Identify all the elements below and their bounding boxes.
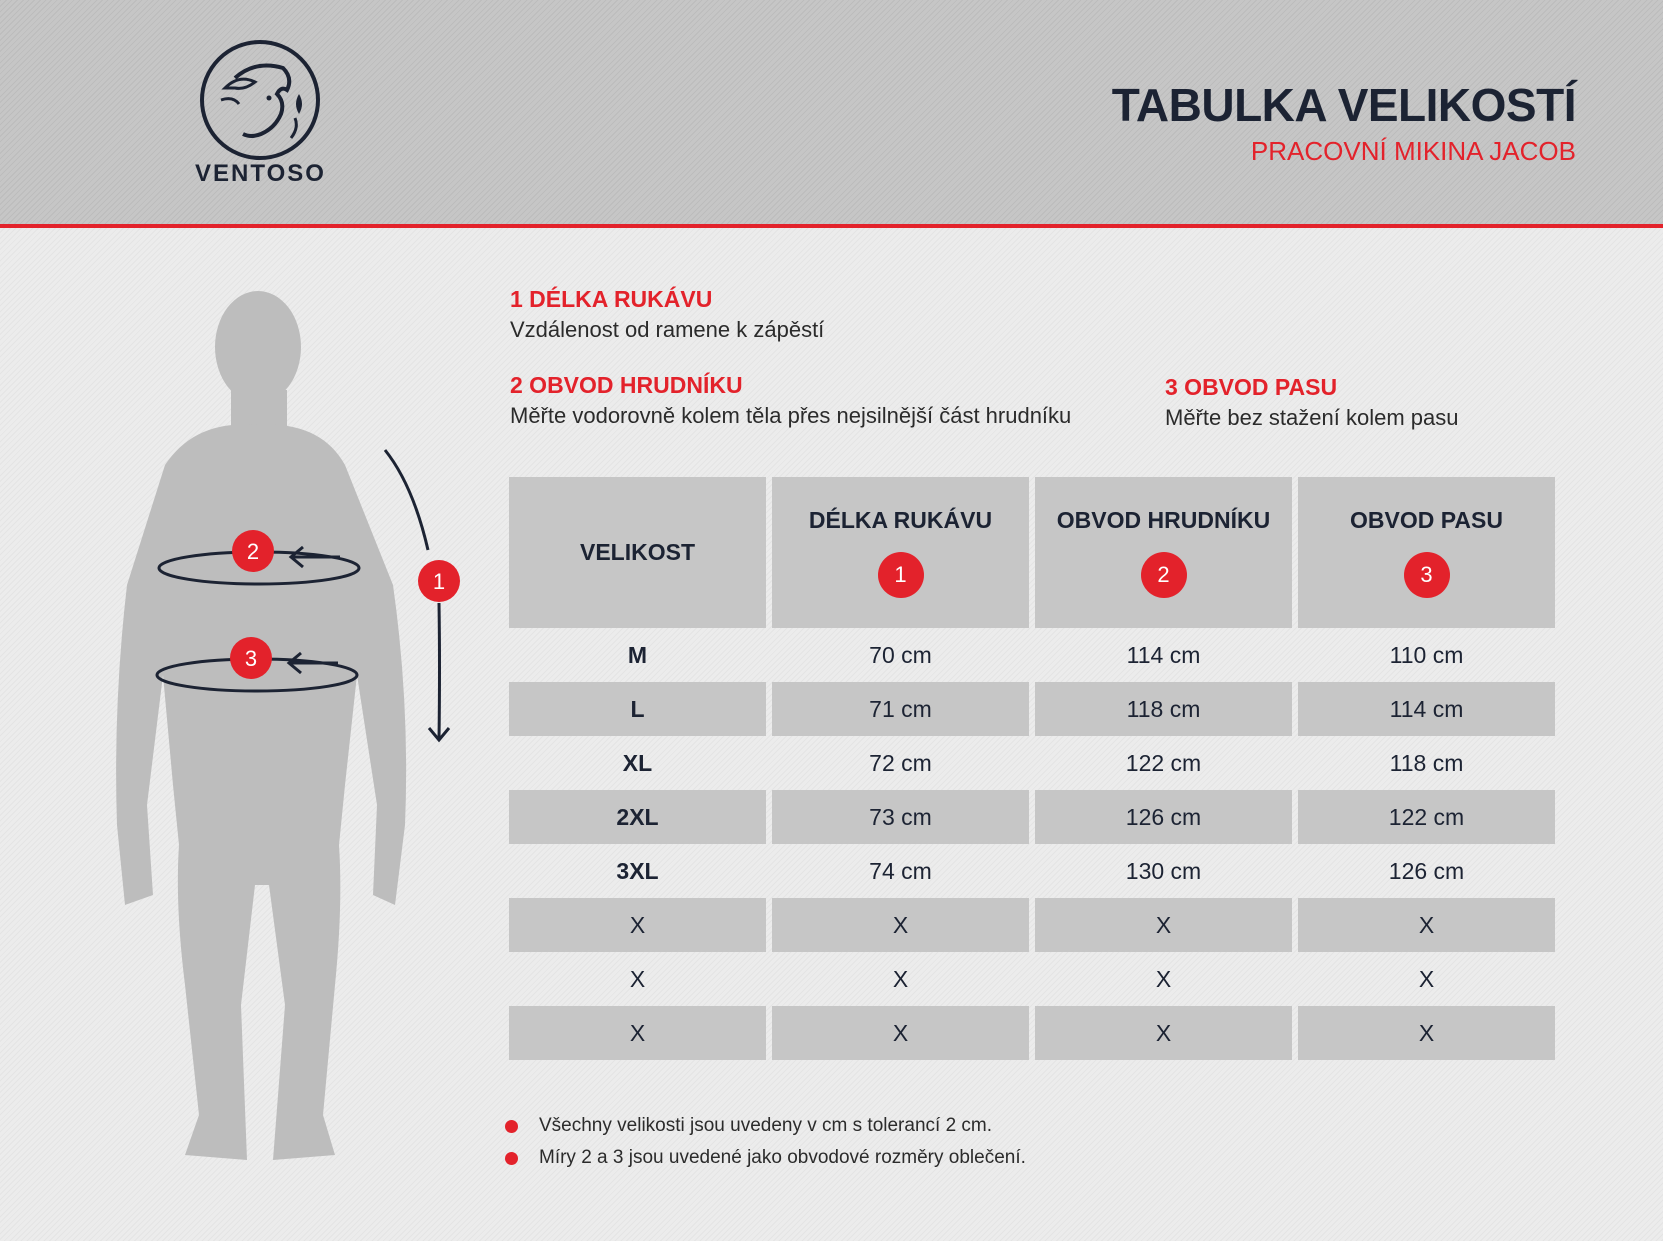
table-row bbox=[509, 736, 1555, 790]
cell-chest: 130 cm bbox=[1125, 857, 1202, 884]
table-header-row bbox=[509, 477, 1555, 628]
measurement-1-label: 1 DÉLKA RUKÁVU bbox=[510, 286, 713, 312]
measurement-3-description: Měřte bez stažení kolem pasu bbox=[1165, 405, 1459, 430]
cell-sleeve: 71 cm bbox=[772, 682, 1029, 736]
marker-1 bbox=[418, 560, 460, 602]
cell-sleeve: 70 cm bbox=[869, 641, 932, 668]
cell-waist: X bbox=[1298, 898, 1555, 952]
page-title: TABULKA VELIKOSTÍ bbox=[1111, 79, 1576, 131]
cell-waist: 122 cm bbox=[1298, 790, 1555, 844]
marker-1-label: 1 bbox=[432, 569, 446, 594]
marker-2 bbox=[232, 530, 274, 572]
cell-sleeve: X bbox=[772, 898, 1029, 952]
note-text: Všechny velikosti jsou uvedeny v cm s tolerancí 2 cm. bbox=[539, 1115, 993, 1136]
header-label: OBVOD HRUDNÍKU bbox=[1056, 507, 1271, 533]
table-row bbox=[509, 898, 1555, 952]
header-label: OBVOD PASU bbox=[1350, 507, 1503, 533]
header-obvod-pasu bbox=[1298, 477, 1555, 628]
brand-logo bbox=[195, 38, 325, 193]
header-obvod-hrudniku bbox=[1035, 477, 1292, 628]
cell-sleeve: X bbox=[772, 1006, 1029, 1060]
note-text: Míry 2 a 3 jsou uvedené jako obvodové rozměry oblečení. bbox=[539, 1147, 1026, 1168]
table-row bbox=[509, 1006, 1555, 1060]
table-row bbox=[509, 844, 1555, 898]
cell-chest: 114 cm bbox=[1126, 641, 1201, 668]
body-silhouette bbox=[95, 285, 475, 1205]
badge-1: 1 bbox=[878, 552, 924, 598]
cell-size: L bbox=[509, 682, 766, 736]
table-row bbox=[509, 628, 1555, 682]
cell-chest: X bbox=[1035, 898, 1292, 952]
cell-sleeve: 72 cm bbox=[869, 749, 932, 776]
cell-size: 2XL bbox=[509, 790, 766, 844]
header-velikost bbox=[509, 477, 766, 628]
cell-waist: 118 cm bbox=[1389, 749, 1464, 776]
cell-chest: X bbox=[1155, 965, 1172, 992]
cell-waist: 114 cm bbox=[1298, 682, 1555, 736]
cell-size: X bbox=[629, 965, 646, 992]
cell-chest: 118 cm bbox=[1035, 682, 1292, 736]
cell-size: X bbox=[509, 898, 766, 952]
list-item bbox=[505, 1145, 1026, 1177]
cell-size: M bbox=[627, 641, 648, 668]
measurement-1-description: Vzdálenost od ramene k zápěstí bbox=[510, 317, 825, 342]
cell-waist: X bbox=[1298, 1006, 1555, 1060]
cell-sleeve: 74 cm bbox=[869, 857, 932, 884]
table-row bbox=[509, 790, 1555, 844]
marker-3-label: 3 bbox=[244, 646, 258, 671]
measurement-3-label: 3 OBVOD PASU bbox=[1165, 374, 1338, 400]
badge-2: 2 bbox=[1141, 552, 1187, 598]
cell-chest: X bbox=[1035, 1006, 1292, 1060]
cell-chest: 122 cm bbox=[1125, 749, 1202, 776]
cell-size: XL bbox=[622, 749, 653, 776]
bullet-icon bbox=[505, 1120, 518, 1133]
header-delka-rukavu bbox=[772, 477, 1029, 628]
cell-size: 3XL bbox=[616, 857, 659, 884]
cell-sleeve: X bbox=[892, 965, 909, 992]
notes-list bbox=[505, 1113, 1026, 1177]
cell-waist: 126 cm bbox=[1388, 857, 1465, 884]
cell-waist: X bbox=[1418, 965, 1435, 992]
cell-sleeve: 73 cm bbox=[772, 790, 1029, 844]
header bbox=[0, 0, 1663, 228]
bullet-icon bbox=[505, 1152, 518, 1165]
marker-3 bbox=[230, 637, 272, 679]
cell-chest: 126 cm bbox=[1035, 790, 1292, 844]
table-row bbox=[509, 682, 1555, 736]
table-row bbox=[509, 952, 1555, 1006]
human-figure-icon bbox=[116, 291, 406, 1160]
measurement-2-description: Měřte vodorovně kolem těla přes nejsilnější část hrudníku bbox=[510, 403, 1072, 428]
measurement-2-label: 2 OBVOD HRUDNÍKU bbox=[510, 372, 743, 398]
page-subtitle: PRACOVNÍ MIKINA JACOB bbox=[1250, 136, 1576, 166]
header-label: VELIKOST bbox=[579, 539, 695, 565]
cell-waist: 110 cm bbox=[1389, 641, 1464, 668]
logo-emblem-icon bbox=[195, 38, 325, 168]
cell-size: X bbox=[509, 1006, 766, 1060]
list-item bbox=[505, 1113, 1026, 1145]
badge-3: 3 bbox=[1404, 552, 1450, 598]
header-label: DÉLKA RUKÁVU bbox=[808, 507, 993, 533]
marker-2-label: 2 bbox=[246, 539, 260, 564]
size-table bbox=[503, 477, 1561, 1060]
logo-text: VENTOSO bbox=[195, 160, 326, 187]
